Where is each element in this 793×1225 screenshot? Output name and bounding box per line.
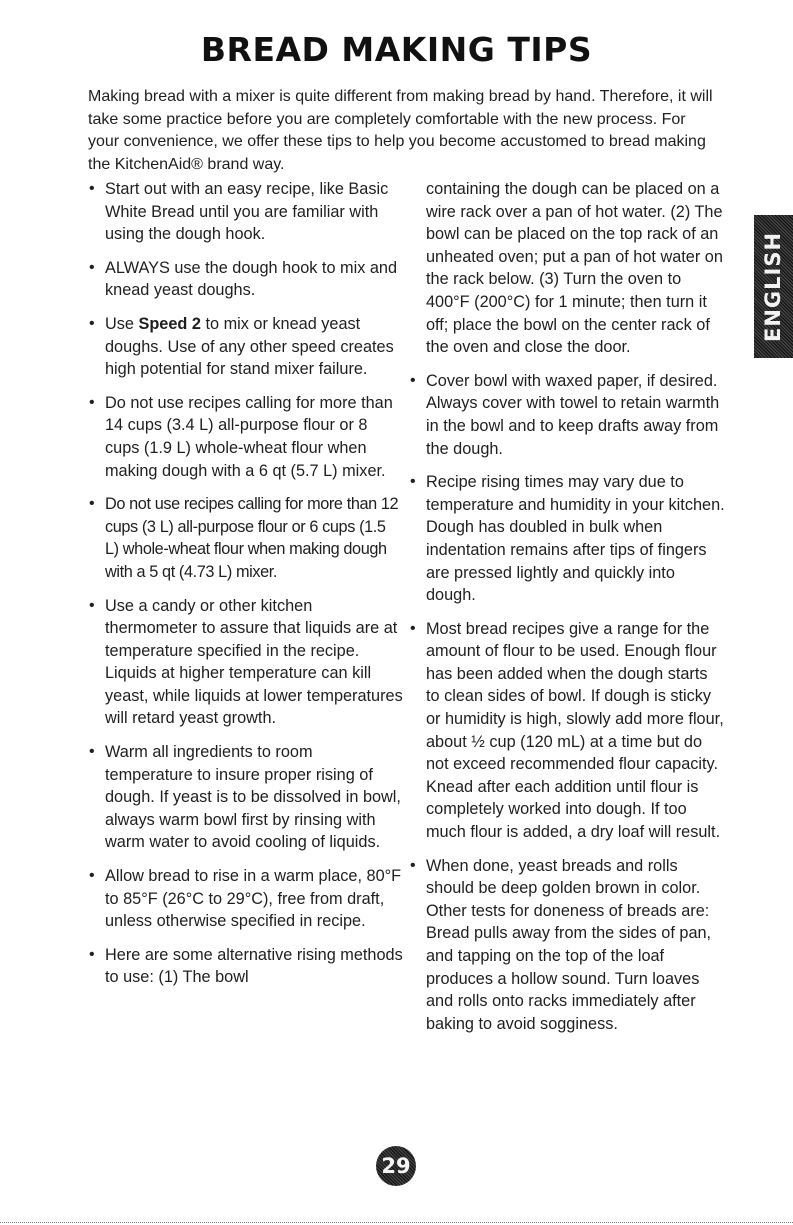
tip-cover-bowl: • Cover bowl with waxed paper, if desired. Always cover with towel to retain warmth in the bowl and to keep drafts away from the dough.: [409, 370, 725, 460]
tip-easy-recipe: • Start out with an easy recipe, like Basic White Bread until you are familiar with using the dough hook.: [88, 178, 403, 246]
tip-warm-ingredients: • Warm all ingredients to room temperature to insure proper rising of dough. If yeast is to be dissolved in bowl, always warm bowl first by rinsing with warm water to avoid cooling of liquids.: [88, 741, 403, 854]
tip-flour-amount: • Most bread recipes give a range for the amount of flour to be used. Enough flour has been added when the dough starts to clean sides of bowl. If dough is sticky or humidity is high, slowly add more flour, about ½ cup (120 mL) at a time but do not exceed recommended flour capacity. Knead after each addition until flour is completely worked into dough. If too much flour is added, a dry loaf will result.: [409, 618, 725, 844]
tip-rising-methods: • Here are some alternative rising methods to use: (1) The bowl: [88, 944, 403, 989]
language-tab-label: ENGLISH: [761, 231, 786, 342]
tips-column-left: [88, 178, 403, 1000]
page-number-badge: [376, 1146, 416, 1186]
tip-rising-methods-continued: containing the dough can be placed on a wire rack over a pan of hot water. (2) The bowl can be placed on the top rack of an unheated oven; put a pan of hot water on the rack below. (3) Turn the oven to 400°F (200°C) for 1 minute; then turn it off; place the bowl on the center rack of the oven and close the door.: [426, 180, 723, 357]
intro-paragraph: Making bread with a mixer is quite different from making bread by hand. Therefore, it will take some practice before you are completely comfortable with the new process. For your convenience, we offer these tips to help you become accustomed to bread making the KitchenAid® brand way.: [88, 88, 713, 173]
tip-rise-warm-place: • Allow bread to rise in a warm place, 80°F to 85°F (26°C to 29°C), free from draft, unless otherwise specified in recipe.: [88, 865, 403, 933]
tip-5qt-capacity: • Do not use recipes calling for more than 12 cups (3 L) all-purpose flour or 6 cups (1.5 L) whole-wheat flour when making dough with a 5 qt (4.73 L) mixer.: [88, 493, 403, 583]
bottom-divider: [0, 1222, 793, 1223]
page-title: BREAD MAKING TIPS: [200, 30, 593, 69]
page-number: 29: [381, 1154, 411, 1178]
speed-2-emphasis: Speed 2: [138, 314, 201, 333]
tip-speed-2: [88, 313, 403, 381]
tip-speed-2-suffix: to mix or knead yeast doughs. Use of any other speed creates high potential for stand mixer failure.: [105, 314, 394, 379]
tip-speed-2-prefix: Use: [105, 314, 139, 333]
tip-rising-times: • Recipe rising times may vary due to temperature and humidity in your kitchen. Dough has doubled in bulk when indentation remains after tips of fingers are pressed lightly and quickly into dough.: [409, 471, 725, 607]
language-tab: [754, 215, 793, 358]
tips-column-right: [409, 178, 725, 1046]
tip-thermometer: • Use a candy or other kitchen thermometer to assure that liquids are at temperature specified in the recipe. Liquids at higher temperature can kill yeast, while liquids at lower temperatures will retard yeast growth.: [88, 595, 403, 731]
tip-doneness: • When done, yeast breads and rolls should be deep golden brown in color. Other tests for doneness of breads are: Bread pulls away from the sides of pan, and tapping on the top of the loaf produces a hollow sound. Turn loaves and rolls onto racks immediately after baking to avoid sogginess.: [409, 855, 725, 1036]
tip-6qt-capacity: • Do not use recipes calling for more than 14 cups (3.4 L) all-purpose flour or 8 cups (1.9 L) whole-wheat flour when making dough with a 6 qt (5.7 L) mixer.: [88, 392, 403, 482]
tip-dough-hook: • ALWAYS use the dough hook to mix and knead yeast doughs.: [88, 257, 403, 302]
